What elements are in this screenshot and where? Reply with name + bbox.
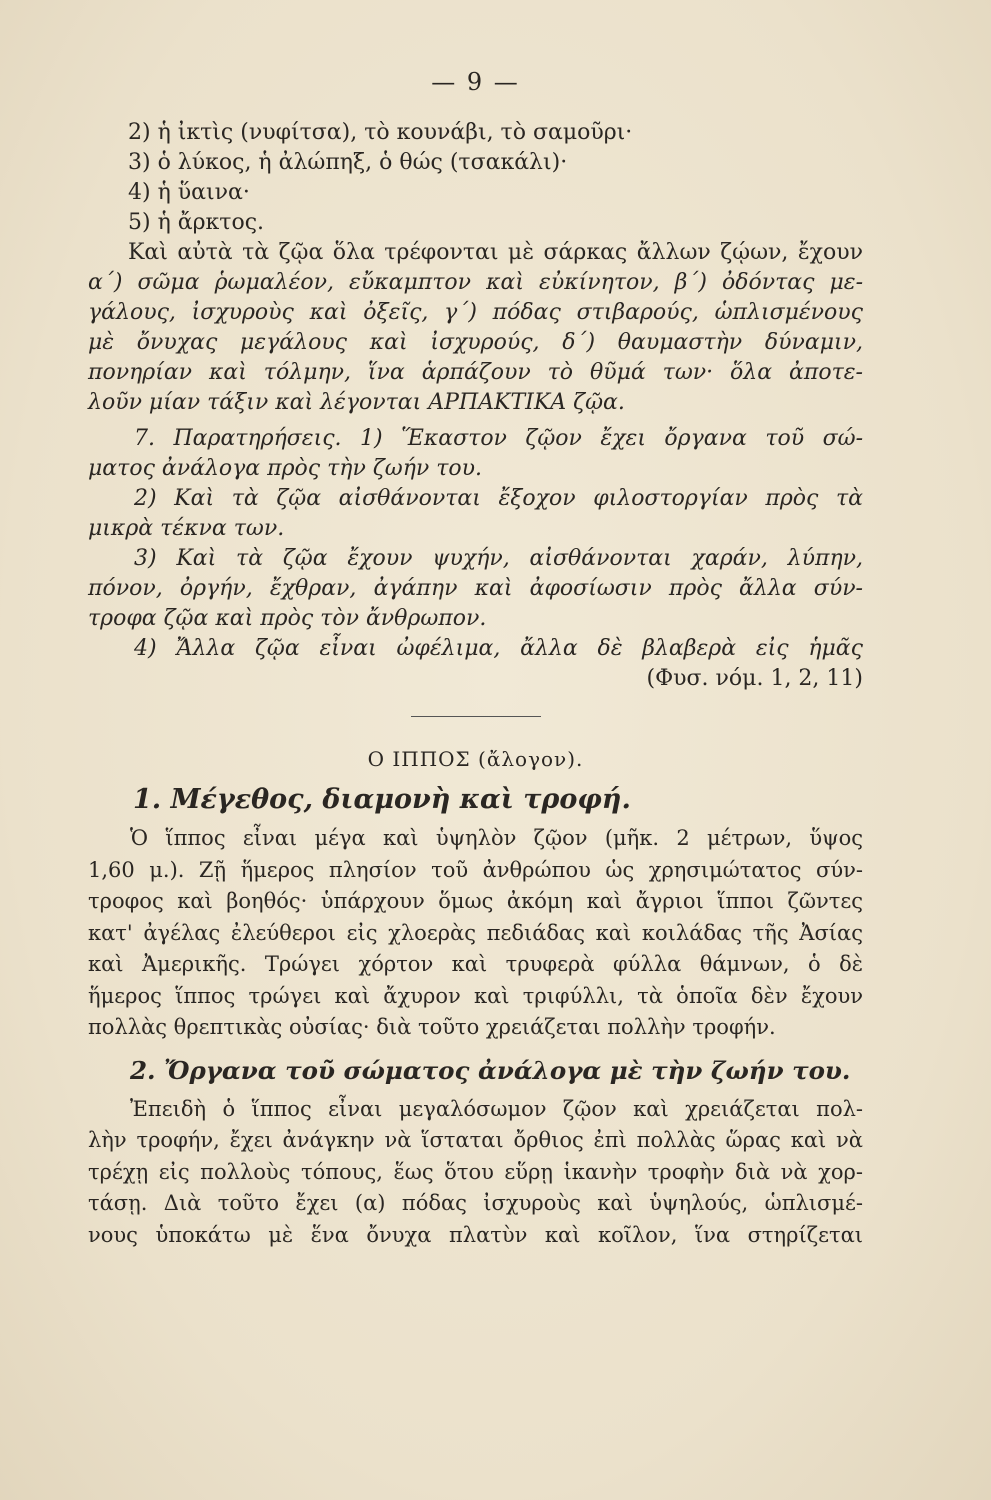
section-2-line: νους ὑποκάτω μὲ ἕνα ὄνυχα πλατὺν καὶ κοῖλον, ἵνα στηρίζεται: [88, 1222, 863, 1247]
list-item: 5) ἡ ἄρκτος.: [128, 210, 265, 235]
section-1-line: κατ' ἀγέλας ἐλεύθεροι εἰς χλοερὰς πεδιάδας καὶ κοιλάδας τῆς Ἀσίας: [88, 920, 863, 945]
observation-line: 7. Παρατηρήσεις. 1) Ἕκαστον ζῷον ἔχει ὄργανα τοῦ σώ-: [134, 426, 863, 451]
paragraph-line: Καὶ αὐτὰ τὰ ζῷα ὅλα τρέφονται μὲ σάρκας ἄλλων ζῴων, ἔχουν: [128, 240, 863, 265]
observation-line: πόνον, ὀργήν, ἔχθραν, ἀγάπην καὶ ἀφοσίωσιν πρὸς ἄλλα σύν-: [88, 576, 863, 601]
section-1-line: τροφος καὶ βοηθός· ὑπάρχουν ὅμως ἀκόμη καὶ ἄγριοι ἵπποι ζῶντες: [88, 889, 863, 913]
section-1-line: ἥμερος ἵππος τρώγει καὶ ἄχυρον καὶ τριφύλλι, τὰ ὁποῖα δὲν ἔχουν: [88, 983, 863, 1008]
list-item: 2) ἡ ἰκτὶς (νυφίτσα), τὸ κουνάβι, τὸ σαμοῦρι·: [128, 120, 633, 145]
observation-line: 4) Ἄλλα ζῷα εἶναι ὠφέλιμα, ἄλλα δὲ βλαβερὰ εἰς ἡμᾶς: [134, 636, 863, 661]
observation-line: τροφα ζῷα καὶ πρὸς τὸν ἄνθρωπον.: [88, 606, 487, 631]
predator-list: [88, 118, 863, 238]
list-item: 4) ἡ ὕαινα·: [128, 180, 250, 205]
section-1-line: Ὁ ἵππος εἶναι μέγα καὶ ὑψηλὸν ζῷον (μῆκ. 2 μέτρων, ὕψος: [130, 826, 863, 850]
paragraph-line: λοῦν μίαν τάξιν καὶ λέγονται ΑΡΠΑΚΤΙΚΑ ζῷα.: [88, 390, 625, 415]
page-content: [88, 68, 863, 1251]
chapter-title: Ο ΙΠΠΟΣ (ἄλογον).: [367, 747, 584, 771]
law-reference: (Φυσ. νόμ. 1, 2, 11): [646, 666, 863, 691]
section-2-line: λὴν τροφήν, ἔχει ἀνάγκην νὰ ἵσταται ὄρθιος ἐπὶ πολλὰς ὥρας καὶ νὰ: [88, 1128, 863, 1152]
observation-line: μικρὰ τέκνα των.: [88, 516, 285, 541]
observations-block: [88, 424, 863, 664]
observation-line: ματος ἀνάλογα πρὸς τὴν ζωήν του.: [88, 456, 483, 481]
section-2-line: τάσῃ. Διὰ τοῦτο ἔχει (α) πόδας ἰσχυροὺς καὶ ὑψηλούς, ὡπλισμέ-: [88, 1191, 863, 1215]
list-item: 3) ὁ λύκος, ἡ ἀλώπηξ, ὁ θώς (τσακάλι)·: [128, 150, 568, 175]
observation-line: 3) Καὶ τὰ ζῷα ἔχουν ψυχήν, αἰσθάνονται χαράν, λύπην,: [134, 546, 863, 571]
section-1-line: 1,60 μ.). Ζῇ ἥμερος πλησίον τοῦ ἀνθρώπου ὡς χρησιμώτατος σύν-: [88, 857, 863, 882]
page-number: — 9 —: [431, 68, 520, 96]
observation-line: 2) Καὶ τὰ ζῷα αἰσθάνονται ἔξοχον φιλοστοργίαν πρὸς τὰ: [134, 486, 863, 511]
section-1-line: πολλὰς θρεπτικὰς οὐσίας· διὰ τοῦτο χρειάζεται πολλὴν τροφήν.: [88, 1015, 776, 1039]
section-heading-1: 1. Μέγεθος, διαμονὴ καὶ τροφή.: [133, 784, 631, 815]
section-heading-2: 2. Ὄργανα τοῦ σώματος ἀνάλογα μὲ τὴν ζωήν του.: [130, 1055, 851, 1085]
section-2-line: τρέχῃ εἰς πολλοὺς τόπους, ἕως ὅτου εὕρῃ ἱκανὴν τροφὴν διὰ νὰ χορ-: [88, 1159, 863, 1184]
section-divider: [411, 716, 541, 717]
section-1-text: [88, 823, 863, 1044]
paragraph-line: μὲ ὄνυχας μεγάλους καὶ ἰσχυρούς, δ΄) θαυμαστὴν δύναμιν,: [88, 330, 863, 355]
paragraph-line: γάλους, ἰσχυροὺς καὶ ὀξεῖς, γ΄) πόδας στιβαρούς, ὡπλισμένους: [88, 300, 863, 325]
section-2-text: [88, 1094, 863, 1252]
predators-paragraph: [88, 238, 863, 418]
paragraph-line: πονηρίαν καὶ τόλμην, ἵνα ἁρπάζουν τὸ θῦμά των· ὅλα ἀποτε-: [88, 360, 863, 385]
section-1-line: καὶ Ἀμερικῆς. Τρώγει χόρτον καὶ τρυφερὰ φύλλα θάμνων, ὁ δὲ: [88, 952, 863, 976]
section-2-line: Ἐπειδὴ ὁ ἵππος εἶναι μεγαλόσωμον ζῷον καὶ χρειάζεται πολ-: [130, 1096, 863, 1121]
paragraph-line: α΄) σῶμα ῥωμαλέον, εὔκαμπτον καὶ εὐκίνητον, β΄) ὀδόντας με-: [88, 270, 863, 295]
